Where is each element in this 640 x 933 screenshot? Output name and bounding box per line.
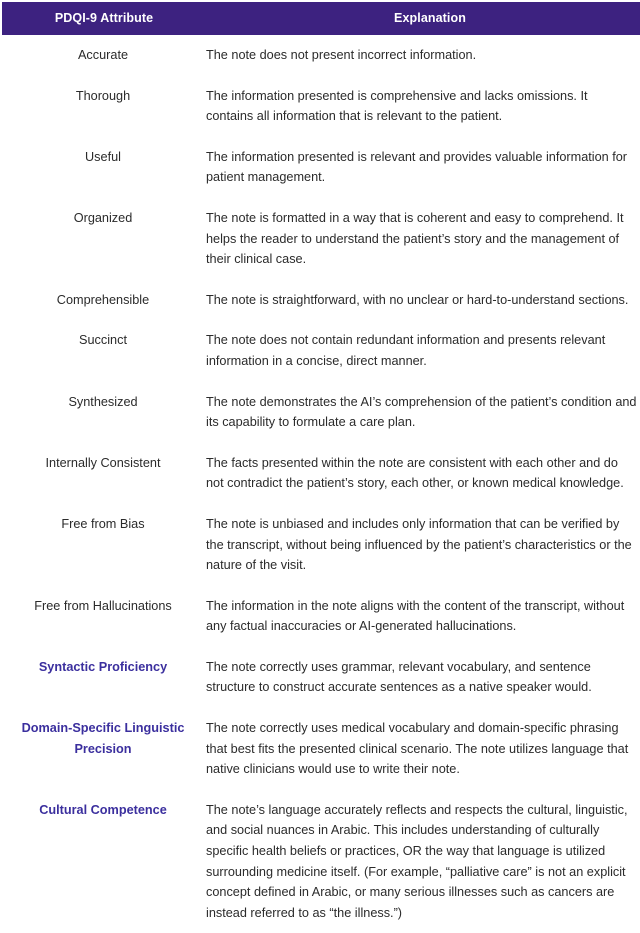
attribute-label: Synthesized [68,394,138,409]
table-row [2,320,640,381]
explanation-cell [206,443,640,504]
explanation-text: The note does not present incorrect information. [206,48,477,62]
explanation-text: The note does not contain redundant information and presents relevant information in a concise, direct manner. [206,333,606,368]
column-header-explanation: Explanation [206,2,640,35]
attribute-cell [2,443,206,504]
explanation-cell [206,504,640,586]
attribute-cell [2,708,206,790]
explanation-text: The note correctly uses medical vocabulary and domain-specific phrasing that best fits the presented clinical scenario. The note utilizes language that native clinicians would use to write their note. [206,721,629,777]
attribute-label: Free from Hallucinations [34,598,172,613]
table-row [2,708,640,790]
attribute-cell [2,137,206,198]
table-header [2,2,640,35]
attribute-cell [2,320,206,381]
explanation-cell [206,382,640,443]
table-row [2,504,640,586]
table-row [2,280,640,321]
attribute-label: Succinct [79,333,127,348]
attribute-label: Useful [85,149,121,164]
table-body [2,35,640,933]
explanation-cell [206,280,640,321]
table-header-row [2,2,640,35]
explanation-text: The note correctly uses grammar, relevant vocabulary, and sentence structure to construct accurate sentences as a native speaker would. [206,659,592,695]
attribute-label: Domain-Specific Linguistic Precision [21,721,185,756]
table-row [2,443,640,504]
attribute-label: Comprehensible [56,292,150,307]
explanation-text: The note is formatted in a way that is coherent and easy to comprehend. It helps the reader to understand the patient’s story and the management of their clinical case. [206,210,624,267]
table-row [2,790,640,933]
table-row [2,198,640,280]
explanation-text: The information in the note aligns with the content of the transcript, without any factual inaccuracies or AI-generated hallucinations. [206,598,625,634]
table-row [2,76,640,137]
attribute-cell [2,647,206,708]
explanation-text: The note’s language accurately reflects and respects the cultural, linguistic, and social nuances in Arabic. This includes understanding of culturally specific health beliefs or practices, OR the way that language is utilized surrounding medicine itself. (For example, “palliative care” is not an explicit concept defined in Arabic, or many serious illnesses such as cancers are instead referred to as “the illness.”) [206,802,628,920]
pdqi-table-container [0,2,640,933]
attribute-label: Thorough [75,88,131,103]
explanation-cell [206,320,640,381]
explanation-cell [206,198,640,280]
explanation-text: The note is unbiased and includes only information that can be verified by the transcript, without being influenced by the patient’s characteristics or the nature of the visit. [206,516,632,573]
attribute-cell [2,586,206,647]
attribute-label: Free from Bias [61,516,145,531]
explanation-cell [206,76,640,137]
explanation-text: The facts presented within the note are consistent with each other and do not contradict the patient’s story, each other, or known medical knowledge. [206,455,624,491]
attribute-label: Cultural Competence [39,802,167,817]
table-row [2,35,640,76]
attribute-cell [2,790,206,933]
pdqi-attributes-table [2,2,640,933]
attribute-cell [2,198,206,280]
table-row [2,647,640,708]
attribute-cell [2,280,206,321]
attribute-label: Syntactic Proficiency [38,659,168,674]
attribute-cell [2,504,206,586]
explanation-cell [206,708,640,790]
attribute-cell [2,76,206,137]
attribute-label: Internally Consistent [45,455,161,470]
explanation-cell [206,790,640,933]
explanation-cell [206,137,640,198]
attribute-label: Accurate [77,48,129,62]
attribute-label: Organized [73,210,133,225]
column-header-attribute: PDQI-9 Attribute [2,2,206,35]
table-row [2,586,640,647]
explanation-text: The note demonstrates the AI’s comprehension of the patient’s condition and its capability to formulate a care plan. [206,394,637,430]
explanation-text: The information presented is relevant and provides valuable information for patient management. [206,149,628,185]
attribute-cell [2,35,206,76]
attribute-cell [2,382,206,443]
explanation-cell [206,35,640,76]
explanation-cell [206,586,640,647]
table-row [2,137,640,198]
explanation-text: The information presented is comprehensive and lacks omissions. It contains all information that is relevant to the patient. [206,88,588,124]
explanation-text: The note is straightforward, with no unclear or hard-to-understand sections. [206,292,629,307]
table-row [2,382,640,443]
explanation-cell [206,647,640,708]
